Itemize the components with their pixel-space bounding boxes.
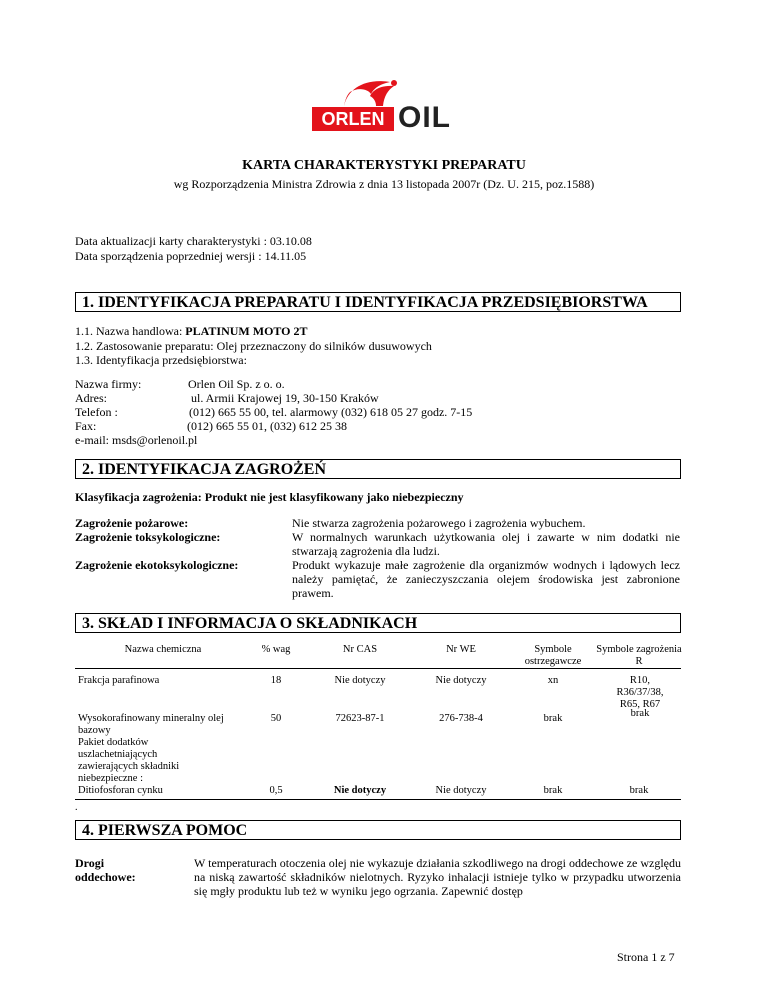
tox-hazard-label: Zagrożenie toksykologiczne: bbox=[75, 530, 221, 544]
logo-suffix: OIL bbox=[398, 101, 451, 134]
respiratory-label: Drogi oddechowe: bbox=[75, 856, 136, 884]
document-title: KARTA CHARAKTERYSTYKI PREPARATU bbox=[242, 158, 526, 173]
company-value-fax: (012) 665 55 01, (032) 612 25 38 bbox=[187, 419, 347, 433]
row3-name-sub: Ditiofosforan cynku bbox=[78, 785, 163, 796]
usage-line: 1.2. Zastosowanie preparatu: Olej przeznaczony do silników dusuwowych bbox=[75, 339, 432, 353]
row1-cas: Nie dotyczy bbox=[334, 675, 386, 686]
col-header-sym: Symbole ostrzegawcze bbox=[524, 644, 582, 667]
row2-wag: 50 bbox=[270, 713, 282, 724]
company-label-fax: Fax: bbox=[75, 419, 97, 433]
previous-date: Data sporządzenia poprzedniej wersji : 14.11.05 bbox=[75, 249, 307, 263]
row1-wag: 18 bbox=[270, 675, 282, 686]
row3-sym: brak bbox=[543, 785, 563, 796]
row1-we: Nie dotyczy bbox=[435, 675, 487, 686]
section-2-header: 2. IDENTYFIKACJA ZAGROŻEŃ bbox=[75, 459, 681, 479]
company-value-name: Orlen Oil Sp. z o. o. bbox=[188, 377, 285, 391]
respiratory-text: W temperaturach otoczenia olej nie wykazuje działania szkodliwego na drogi oddechowe ze względu na niską zawartość składników nielotnych. Ryzyko inhalacji istnieje tylko w przypadku utworzenia się mgły produktu lub też w wyniku jego ogrzania. Zapewnić dostęp bbox=[194, 856, 681, 898]
document-subtitle: wg Rozporządzenia Ministra Zdrowia z dnia 13 listopada 2007r (Dz. U. 215, poz.1588) bbox=[173, 177, 595, 191]
page-number: Strona 1 z 7 bbox=[617, 950, 675, 964]
company-label-address: Adres: bbox=[75, 391, 107, 405]
row1-sym: xn bbox=[547, 675, 559, 686]
row3-r: brak bbox=[629, 785, 649, 796]
orlen-oil-logo bbox=[308, 76, 460, 136]
table-header-rule bbox=[75, 668, 681, 669]
section-3-header: 3. SKŁAD I INFORMACJA O SKŁADNIKACH bbox=[75, 613, 681, 633]
fire-hazard-text: Nie stwarza zagrożenia pożarowego i zagrożenia wybuchem. bbox=[292, 516, 586, 530]
row3-name: Pakiet dodatków uszlachetniających zawierających składniki niebezpieczne : bbox=[78, 737, 180, 784]
row2-cas: 72623-87-1 bbox=[335, 713, 385, 724]
row1-r: R10, R36/37/38, R65, R67 bbox=[616, 675, 664, 710]
row2-r: brak bbox=[630, 708, 650, 719]
col-header-name: Nazwa chemiczna bbox=[124, 644, 202, 655]
company-value-address: ul. Armii Krajowej 19, 30-150 Kraków bbox=[191, 391, 379, 405]
company-label-phone: Telefon : bbox=[75, 405, 118, 419]
trade-name-label: 1.1. Nazwa handlowa: bbox=[75, 324, 186, 338]
update-date: Data aktualizacji karty charakterystyki : 03.10.08 bbox=[75, 234, 312, 248]
logo-brand: ORLEN bbox=[312, 107, 394, 131]
tox-hazard-text: W normalnych warunkach użytkowania olej i zawarte w nim dodatki nie stwarzają zagrożenia dla ludzi. bbox=[292, 530, 680, 558]
row1-name: Frakcja parafinowa bbox=[78, 675, 160, 686]
table-bottom-rule bbox=[75, 799, 681, 800]
row3-wag: 0,5 bbox=[269, 785, 283, 796]
fire-hazard-label: Zagrożenie pożarowe: bbox=[75, 516, 189, 530]
col-header-wag: % wag bbox=[261, 644, 291, 655]
eco-hazard-text: Produkt wykazuje małe zagrożenie dla organizmów wodnych i lądowych lecz należy pamiętać, że zanieczyszczania olejem środowiska jest zabronione prawem. bbox=[292, 558, 680, 600]
eco-hazard-label: Zagrożenie ekotoksykologiczne: bbox=[75, 558, 239, 572]
section-1-header: 1. IDENTYFIKACJA PREPARATU I IDENTYFIKACJA PRZEDSIĘBIORSTWA bbox=[75, 292, 681, 312]
row3-we: Nie dotyczy bbox=[435, 785, 487, 796]
row2-sym: brak bbox=[543, 713, 563, 724]
row3-cas: Nie dotyczy bbox=[333, 785, 387, 796]
company-id-line: 1.3. Identyfikacja przedsiębiorstwa: bbox=[75, 353, 247, 367]
row2-name: Wysokorafinowany mineralny olej bazowy bbox=[78, 713, 224, 736]
company-label-name: Nazwa firmy: bbox=[75, 377, 142, 391]
company-value-phone: (012) 665 55 00, tel. alarmowy (032) 618 05 27 godz. 7-15 bbox=[189, 405, 473, 419]
stray-dot: . bbox=[75, 802, 78, 813]
row2-we: 276-738-4 bbox=[439, 713, 483, 724]
col-header-cas: Nr CAS bbox=[342, 644, 378, 655]
trade-name-line bbox=[75, 324, 308, 338]
section-4-header: 4. PIERWSZA POMOC bbox=[75, 820, 681, 840]
trade-name-value: PLATINUM MOTO 2T bbox=[185, 324, 308, 338]
col-header-r: Symbole zagrożenia R bbox=[596, 644, 682, 667]
classification: Klasyfikacja zagrożenia: Produkt nie jest klasyfikowany jako niebezpieczny bbox=[75, 490, 464, 504]
col-header-we: Nr WE bbox=[446, 644, 476, 655]
company-email: e-mail: msds@orlenoil.pl bbox=[75, 433, 198, 447]
